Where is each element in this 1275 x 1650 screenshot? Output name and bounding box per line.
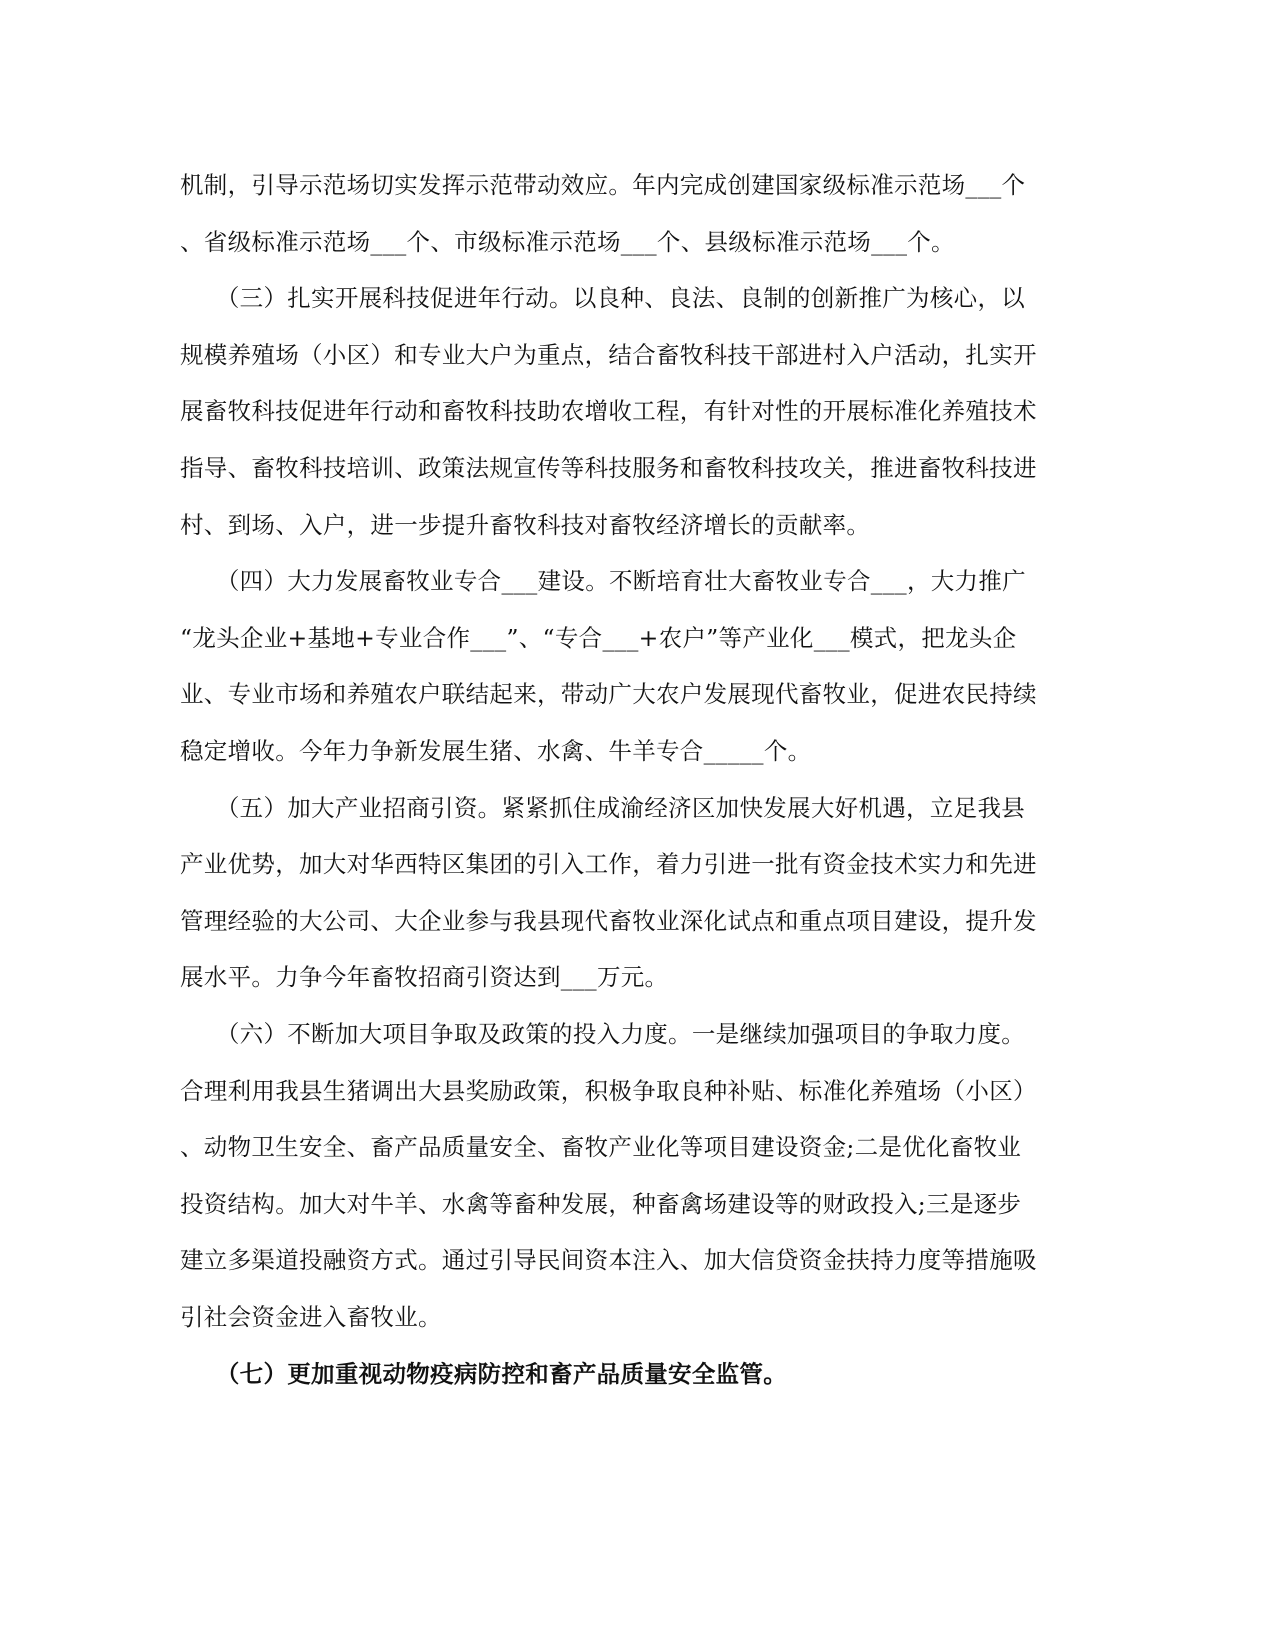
text-line: 建立多渠道投融资方式。通过引导民间资本注入、加大信贷资金扶持力度等措施吸 — [180, 1246, 1037, 1274]
text-line: 指导、畜牧科技培训、政策法规宣传等科技服务和畜牧科技攻关，推进畜牧科技进 — [180, 454, 1037, 482]
text-line: 管理经验的大公司、大企业参与我县现代畜牧业深化试点和重点项目建设，提升发 — [180, 907, 1037, 935]
text-line: 业、专业市场和养殖农户联结起来，带动广大农户发展现代畜牧业，促进农民持续 — [180, 680, 1037, 708]
text-line: 、动物卫生安全、畜产品质量安全、畜牧产业化等项目建设资金;二是优化畜牧业 — [180, 1133, 1022, 1161]
text-line: 合理利用我县生猪调出大县奖励政策，积极争取良种补贴、标准化养殖场（小区） — [180, 1077, 1037, 1105]
text-line: （五）加大产业招商引资。紧紧抓住成渝经济区加快发展大好机遇，立足我县 — [180, 794, 1026, 822]
text-line: 稳定增收。今年力争新发展生猪、水禽、牛羊专合_____个。 — [180, 737, 812, 765]
text-line: 引社会资金进入畜牧业。 — [180, 1303, 442, 1331]
text-line: “龙头企业+基地+专业合作___”、“专合___+农户”等产业化___模式，把龙头企 — [180, 624, 1017, 652]
text-line: 展畜牧科技促进年行动和畜牧科技助农增收工程，有针对性的开展标准化养殖技术 — [180, 397, 1037, 425]
text-line: 规模养殖场（小区）和专业大户为重点，结合畜牧科技干部进村入户活动，扎实开 — [180, 341, 1037, 369]
text-line: 、省级标准示范场___个、市级标准示范场___个、县级标准示范场___个。 — [180, 228, 955, 256]
section-heading: （七）更加重视动物疫病防控和畜产品质量安全监管。 — [180, 1360, 788, 1388]
text-line: 村、到场、入户，进一步提升畜牧科技对畜牧经济增长的贡献率。 — [180, 511, 871, 539]
text-line: （三）扎实开展科技促进年行动。以良种、良法、良制的创新推广为核心，以 — [180, 284, 1026, 312]
text-line: （六）不断加大项目争取及政策的投入力度。一是继续加强项目的争取力度。 — [180, 1020, 1026, 1048]
text-line: 投资结构。加大对牛羊、水禽等畜种发展，种畜禽场建设等的财政投入;三是逐步 — [180, 1190, 1022, 1218]
text-line: 产业优势，加大对华西特区集团的引入工作，着力引进一批有资金技术实力和先进 — [180, 850, 1037, 878]
text-line: （四）大力发展畜牧业专合___建设。不断培育壮大畜牧业专合___，大力推广 — [180, 567, 1026, 595]
text-line: 展水平。力争今年畜牧招商引资达到___万元。 — [180, 963, 669, 991]
text-line: 机制，引导示范场切实发挥示范带动效应。年内完成创建国家级标准示范场___个 — [180, 171, 1026, 199]
